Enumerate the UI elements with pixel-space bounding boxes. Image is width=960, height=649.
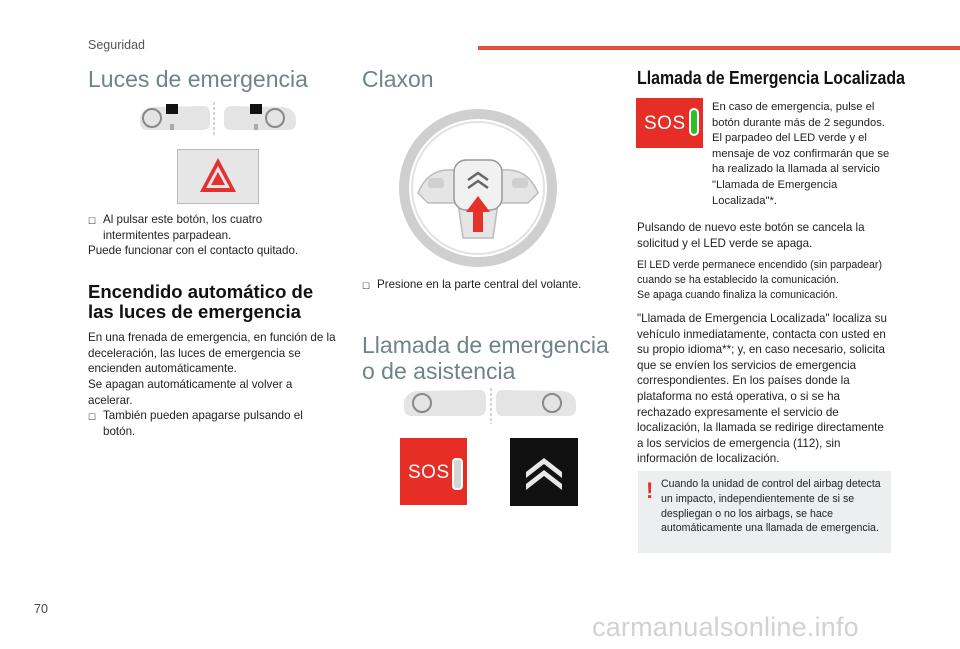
- page-number: 70: [34, 602, 48, 616]
- section-label: Seguridad: [88, 38, 145, 52]
- auto-hazard-para-2: Se apagan automáticamente al volver a acelerar.: [88, 378, 293, 407]
- header-accent-bar: [478, 46, 960, 50]
- sos-label: SOS: [408, 462, 450, 483]
- exclamation-icon: !: [646, 478, 654, 503]
- localized-sos-label: SOS: [644, 113, 686, 134]
- green-led: [689, 108, 699, 136]
- hazard-bullet-text: Al pulsar este botón, los cuatro intermitentes parpadean.: [103, 213, 263, 242]
- hazard-note: Puede funcionar con el contacto quitado.: [88, 244, 299, 257]
- localized-emergency-title: Llamada de Emergencia Localizada: [637, 67, 905, 88]
- auto-hazard-subtitle: Encendido automático de las luces de emergencia: [88, 281, 314, 322]
- auto-hazard-para-1: En una frenada de emergencia, en función de la deceleración, las luces de emergencia se encienden automáticamente.: [88, 331, 336, 376]
- hazard-lights-title: Luces de emergencia: [88, 66, 308, 92]
- emergency-assistance-title: Llamada de emergencia o de asistencia: [362, 332, 609, 384]
- airbag-warning-text: Cuando la unidad de control del airbag detecta un impacto, independientemente de si se despliegan o no los airbags, se hace automáticamente una llamada de emergencia.: [661, 478, 881, 535]
- citroen-chevrons-icon: [510, 438, 578, 506]
- auto-hazard-bullet: [88, 408, 328, 439]
- localized-para-2: "Llamada de Emergencia Localizada" localiza su vehículo inmediatamente, contacta con usted en su propio idioma**; y, en caso necesario, solicita que se envíen los servicios de emergencia correspondientes. En los países donde la plataforma no está operativa, o si se ha rechazado expresamente el servicio de localización, la llamada se redirige directamente a los servicios de emergencia (112), sin información de localización.: [637, 312, 887, 466]
- hazard-triangle-icon: [178, 150, 258, 203]
- hazard-bullet: [88, 212, 328, 243]
- auto-hazard-bullet-text: También pueden apagarse pulsando el botón.: [103, 409, 303, 438]
- dashboard-illustration-1: [138, 100, 298, 140]
- sos-button-image: [400, 438, 467, 505]
- localized-intro: En caso de emergencia, pulse el botón durante más de 2 segundos. El parpadeo del LED verde y el mensaje de voz confirmarán que se ha realizado la llamada al servicio "Llamada de Emergencia Localizada"*.: [712, 101, 890, 207]
- square-bullet-icon: ☐: [362, 281, 371, 291]
- localized-small-1: El LED verde permanece encendido (sin parpadear) cuando se ha establecido la comunicación.: [637, 259, 882, 286]
- square-bullet-icon: ☐: [88, 216, 97, 226]
- horn-bullet-text: Presione en la parte central del volante.: [377, 278, 582, 291]
- dashboard-illustration-2: [402, 386, 578, 426]
- localized-small-2: Se apaga cuando finaliza la comunicación.: [637, 289, 838, 301]
- horn-title: Claxon: [362, 66, 434, 92]
- hazard-button-image: [177, 149, 259, 204]
- localized-para-1: Pulsando de nuevo este botón se cancela la solicitud y el LED verde se apaga.: [637, 221, 865, 250]
- assistance-button-image: [510, 438, 578, 506]
- localized-sos-button-image: [636, 98, 703, 148]
- watermark: carmanualsonline.info: [592, 612, 859, 642]
- horn-bullet: [362, 277, 602, 295]
- steering-wheel-illustration: [398, 108, 558, 268]
- square-bullet-icon: ☐: [88, 412, 97, 422]
- sos-led: [452, 458, 463, 490]
